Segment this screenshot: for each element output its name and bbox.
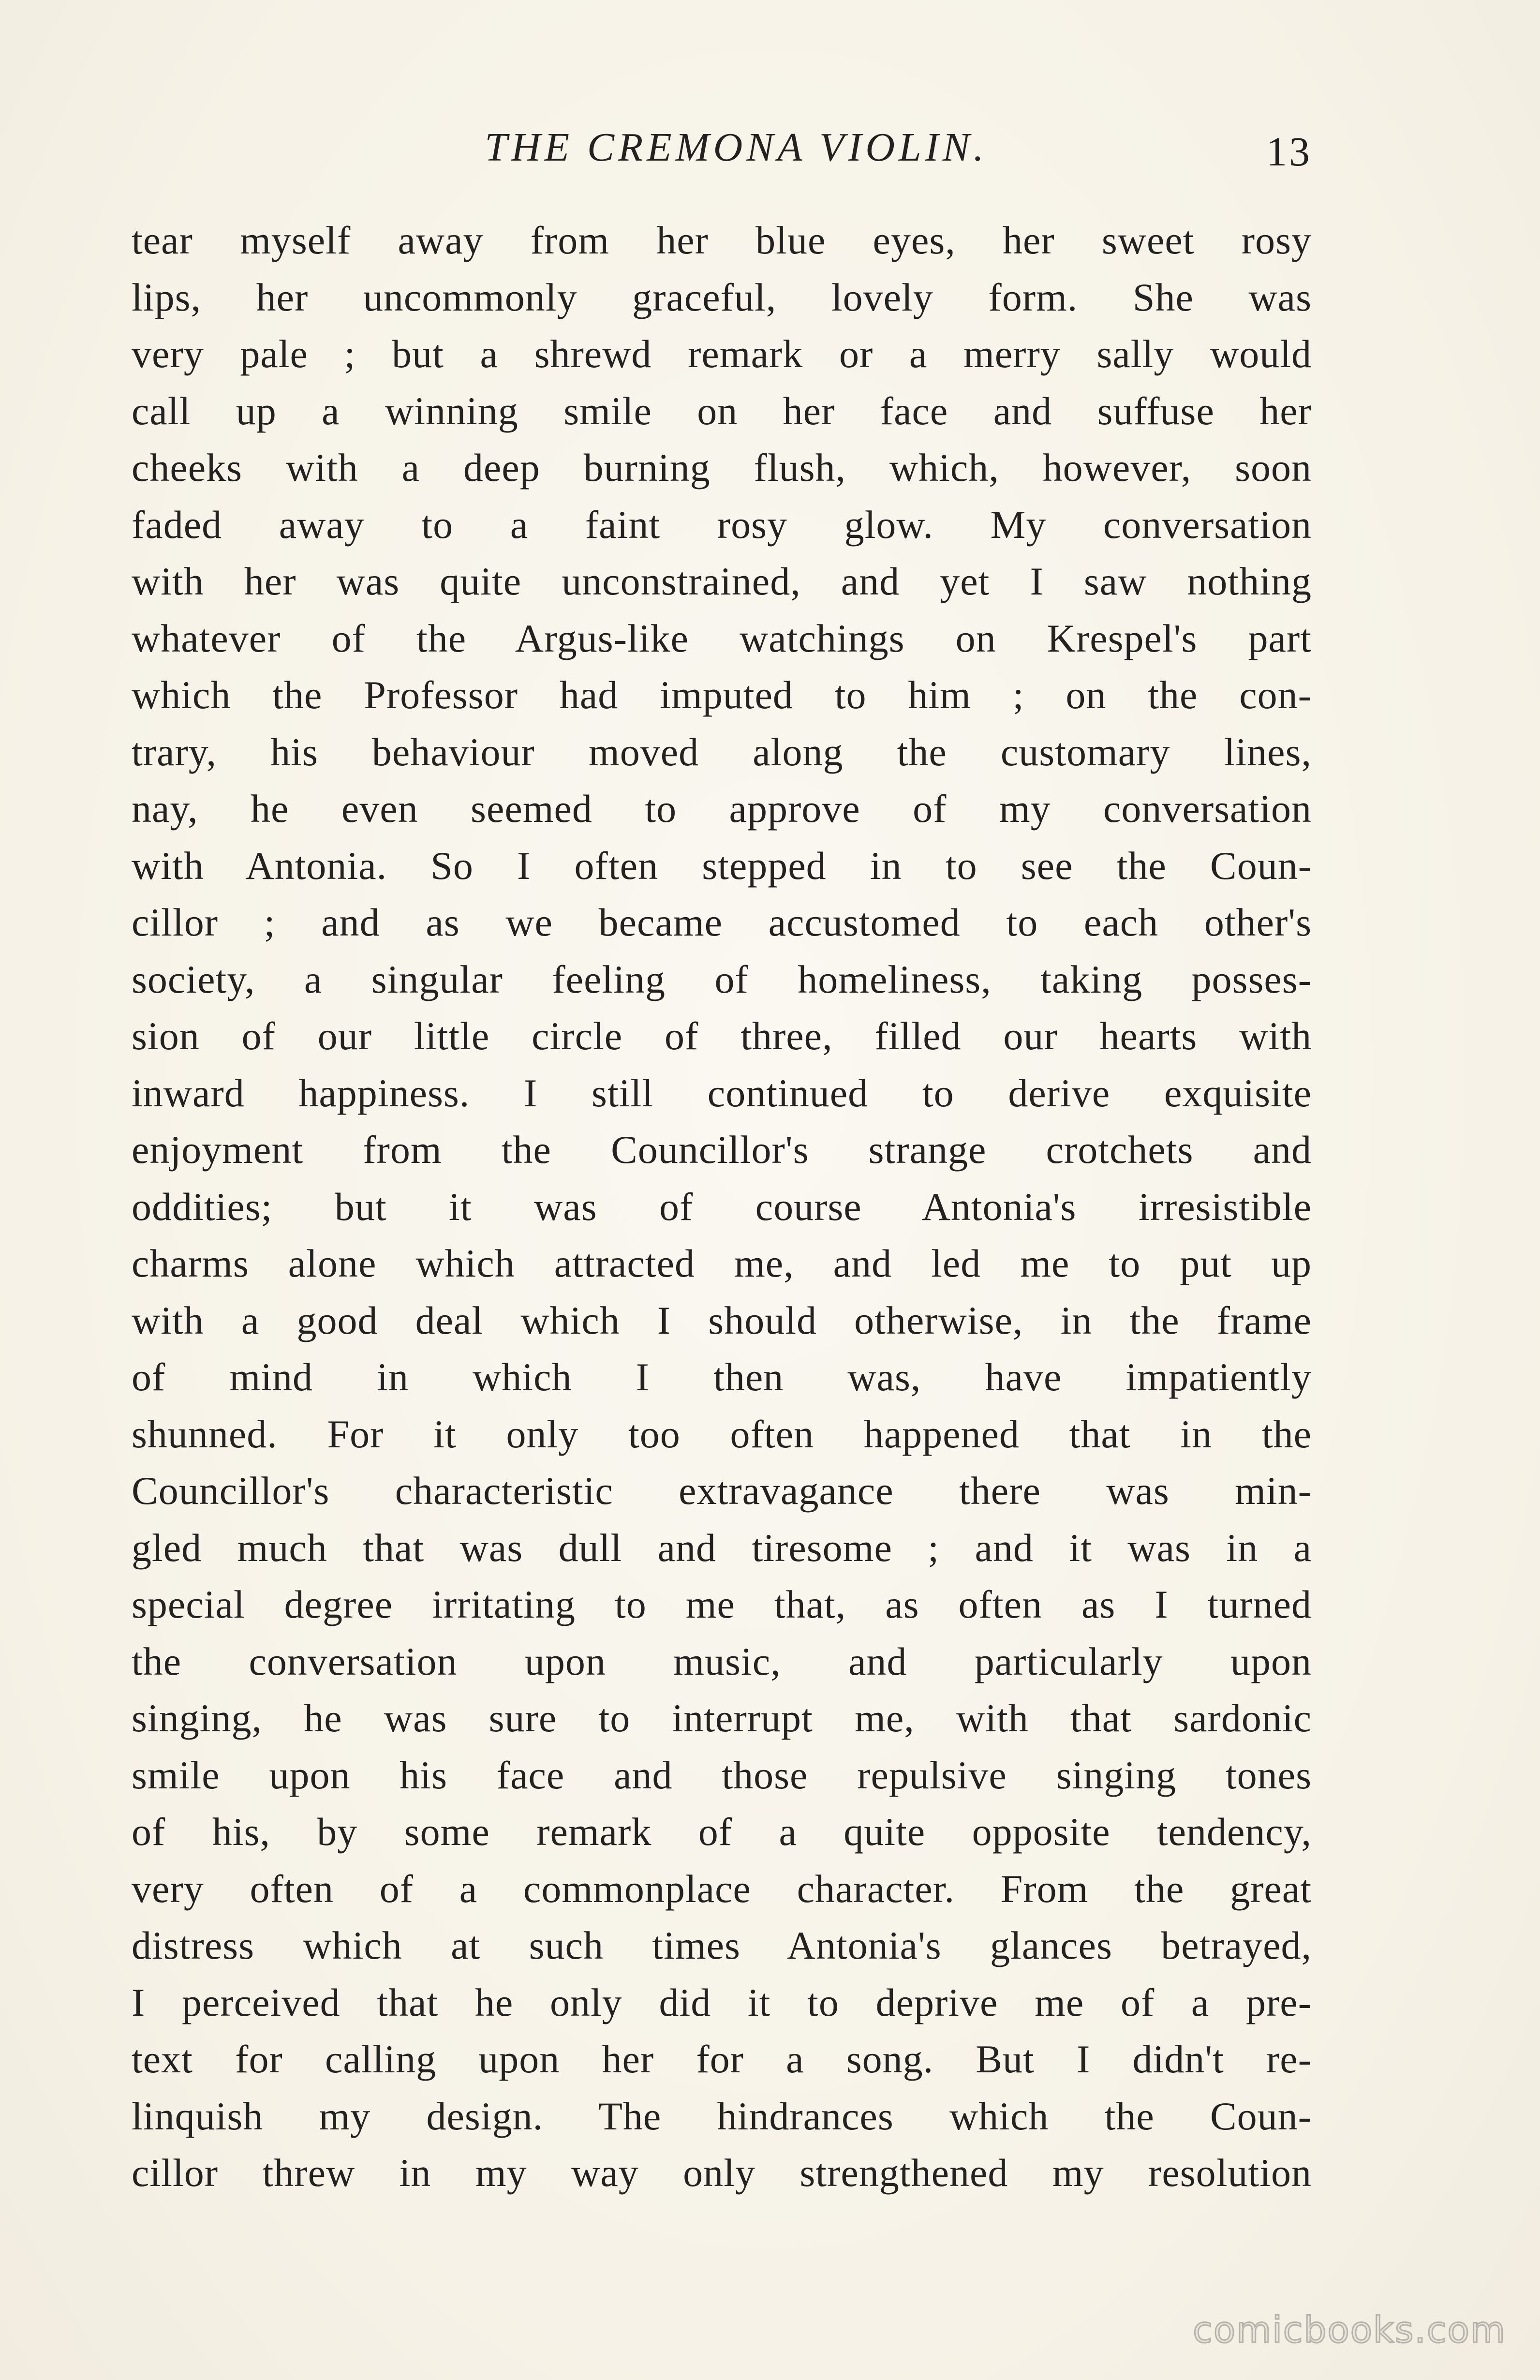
text-line: with her was quite unconstrained, and yet I saw nothing [132, 559, 1312, 603]
text-line: of his, by some remark of a quite opposite tendency, [132, 1810, 1312, 1854]
text-line: special degree irritating to me that, as often as I turned [132, 1582, 1312, 1626]
text-line: sion of our little circle of three, filled our hearts with [132, 1014, 1312, 1058]
text-line: charms alone which attracted me, and led me to put up [132, 1241, 1312, 1285]
text-line: cheeks with a deep burning flush, which, however, soon [132, 446, 1312, 490]
text-line: very often of a commonplace character. From the great [132, 1866, 1312, 1911]
text-line: cillor threw in my way only strengthened my resolution [132, 2151, 1312, 2195]
text-line: society, a singular feeling of homeliness, taking posses- [132, 957, 1312, 1001]
text-line: gled much that was dull and tiresome ; and it was in a [132, 1525, 1312, 1570]
text-line: which the Professor had imputed to him ; on the con- [132, 673, 1312, 717]
text-line: I perceived that he only did it to deprive me of a pre- [132, 1980, 1312, 2024]
body-text [132, 212, 1312, 2202]
text-line: shunned. For it only too often happened that in the [132, 1412, 1312, 1456]
text-line: smile upon his face and those repulsive singing tones [132, 1753, 1312, 1797]
running-title: THE CREMONA VIOLIN. [485, 125, 988, 170]
text-line: faded away to a faint rosy glow. My conversation [132, 502, 1312, 547]
text-line: oddities; but it was of course Antonia's irresistible [132, 1184, 1312, 1229]
text-line: with a good deal which I should otherwise, in the frame [132, 1298, 1312, 1342]
text-line: inward happiness. I still continued to derive exquisite [132, 1071, 1312, 1115]
text-line: trary, his behaviour moved along the customary lines, [132, 729, 1312, 774]
text-line: whatever of the Argus-like watchings on Krespel's part [132, 616, 1312, 660]
text-line: text for calling upon her for a song. But I didn't re- [132, 2037, 1312, 2081]
text-line: linquish my design. The hindrances which the Coun- [132, 2094, 1312, 2138]
text-line: very pale ; but a shrewd remark or a merry sally would [132, 332, 1312, 376]
page-number: 13 [1266, 128, 1312, 175]
text-line: the conversation upon music, and particularly upon [132, 1639, 1312, 1683]
running-header [132, 121, 1312, 174]
text-line: cillor ; and as we became accustomed to each other's [132, 900, 1312, 944]
text-line: enjoyment from the Councillor's strange crotchets and [132, 1128, 1312, 1172]
text-line: of mind in which I then was, have impatiently [132, 1355, 1312, 1399]
text-line: singing, he was sure to interrupt me, with that sardonic [132, 1696, 1312, 1740]
text-line: lips, her uncommonly graceful, lovely form. She was [132, 275, 1312, 319]
text-line: with Antonia. So I often stepped in to see the Coun- [132, 843, 1312, 888]
text-line: distress which at such times Antonia's glances betrayed, [132, 1923, 1312, 1967]
text-line: Councillor's characteristic extravagance there was min- [132, 1469, 1312, 1513]
watermark-text: comicbooks.com [1193, 2309, 1506, 2351]
text-line: call up a winning smile on her face and suffuse her [132, 388, 1312, 433]
text-line: tear myself away from her blue eyes, her sweet rosy [132, 218, 1312, 262]
text-line: nay, he even seemed to approve of my conversation [132, 787, 1312, 831]
